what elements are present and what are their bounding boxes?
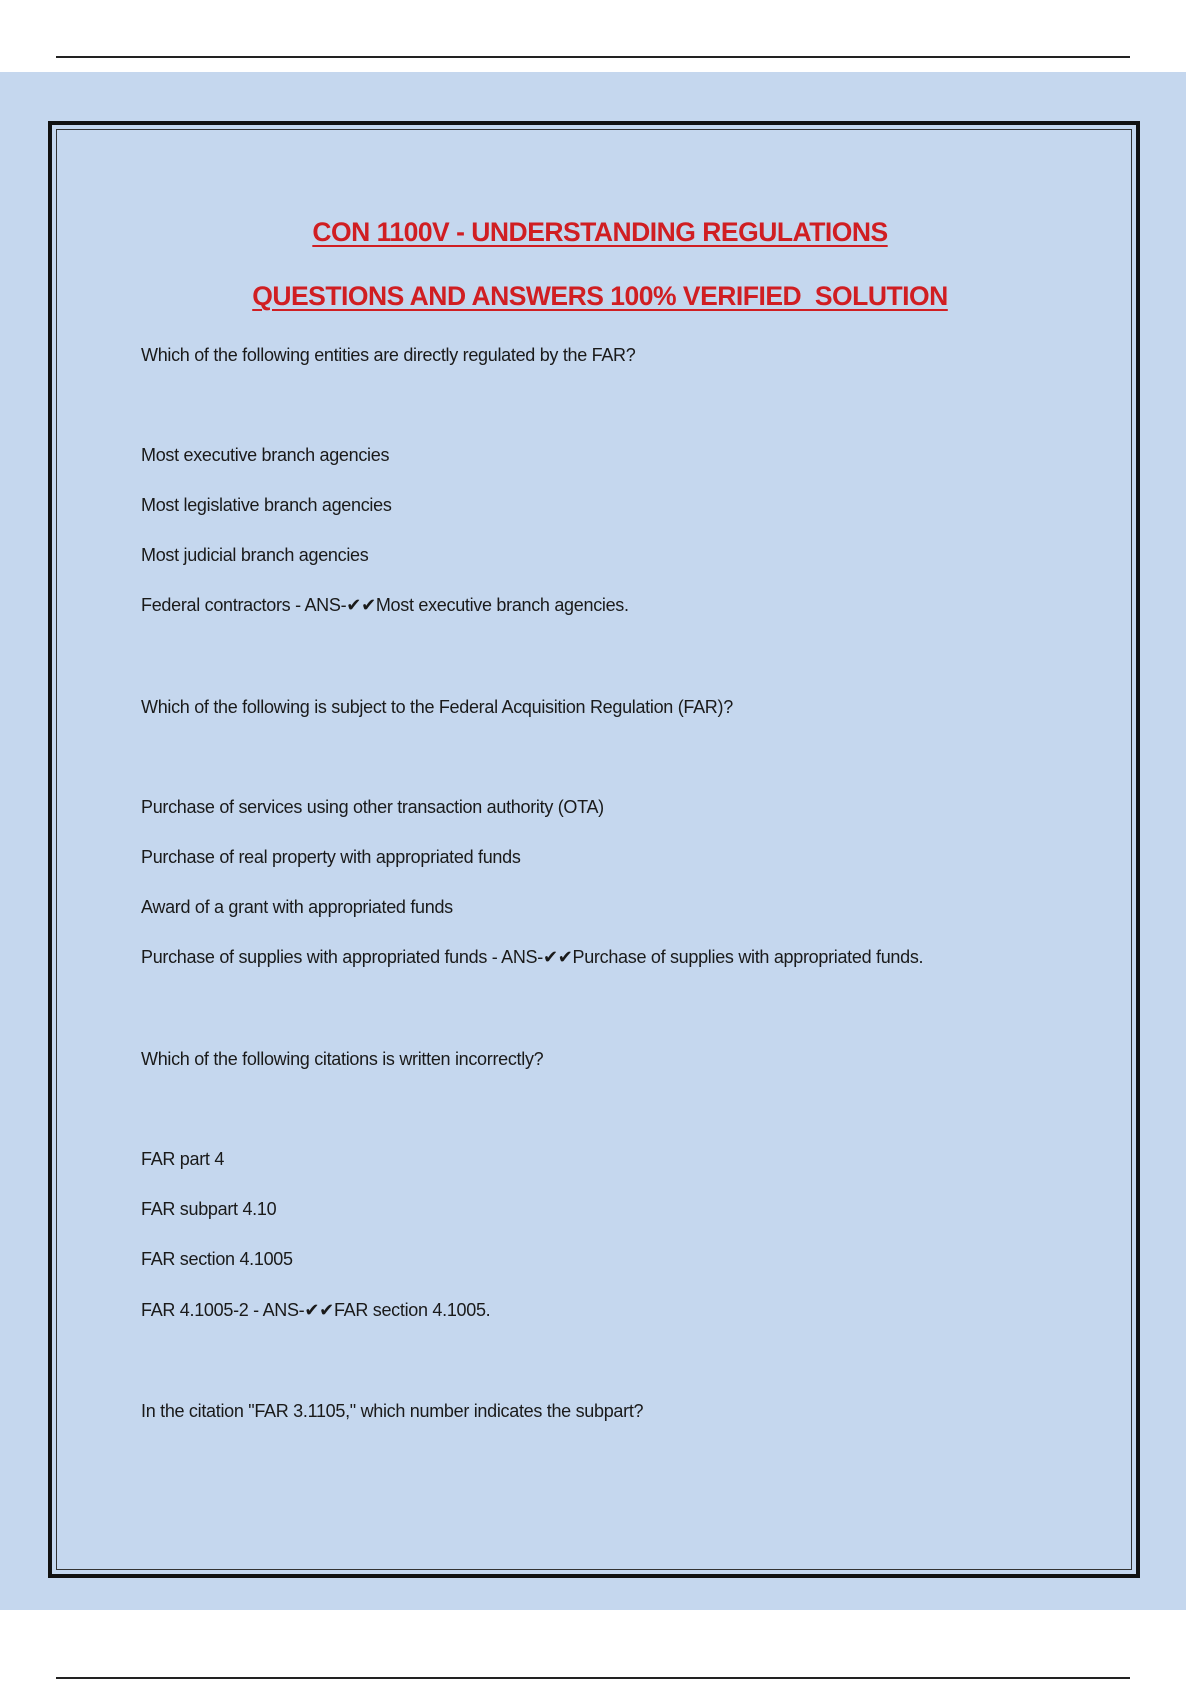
question-2-option-2: Purchase of real property with appropriated funds: [141, 847, 521, 867]
question-3-answer-line: [141, 1298, 490, 1323]
question-3-answer: FAR section 4.1005.: [333, 1300, 491, 1320]
checkmark-icon: ✔✔: [542, 947, 573, 968]
question-3-option-3: FAR section 4.1005: [141, 1249, 293, 1269]
question-1-text: Which of the following entities are directly regulated by the FAR?: [141, 345, 636, 365]
checkmark-icon: ✔✔: [304, 1300, 334, 1321]
question-1-option-2: Most legislative branch agencies: [141, 495, 392, 515]
question-2-option-1: Purchase of services using other transaction authority (OTA): [141, 797, 604, 817]
document-subtitle: QUESTIONS AND ANSWERS 100% VERIFIED SOLUTION: [252, 281, 948, 311]
question-2-option-4: Purchase of supplies with appropriated funds - ANS-: [141, 947, 543, 967]
question-2-text: Which of the following is subject to the Federal Acquisition Regulation (FAR)?: [141, 697, 733, 717]
question-4-text: In the citation "FAR 3.1105," which number indicates the subpart?: [141, 1401, 644, 1421]
top-rule: [56, 56, 1130, 58]
question-1-option-4: Federal contractors - ANS-: [141, 595, 347, 615]
question-3-option-1: FAR part 4: [141, 1149, 225, 1169]
question-3-option-2: FAR subpart 4.10: [141, 1199, 277, 1219]
document-title: CON 1100V - UNDERSTANDING REGULATIONS: [312, 217, 888, 247]
question-1-option-3: Most judicial branch agencies: [141, 545, 369, 565]
bottom-rule: [56, 1677, 1130, 1679]
question-3-option-4: FAR 4.1005-2 - ANS-: [141, 1300, 305, 1320]
question-2-answer: Purchase of supplies with appropriated funds.: [572, 947, 924, 967]
question-3-text: Which of the following citations is written incorrectly?: [141, 1049, 544, 1069]
question-1-answer-line: [141, 593, 629, 618]
question-1-option-1: Most executive branch agencies: [141, 445, 390, 465]
question-2-answer-line: [141, 945, 923, 970]
question-1-answer: Most executive branch agencies.: [375, 595, 629, 615]
question-2-option-3: Award of a grant with appropriated funds: [141, 897, 453, 917]
checkmark-icon: ✔✔: [346, 595, 376, 616]
